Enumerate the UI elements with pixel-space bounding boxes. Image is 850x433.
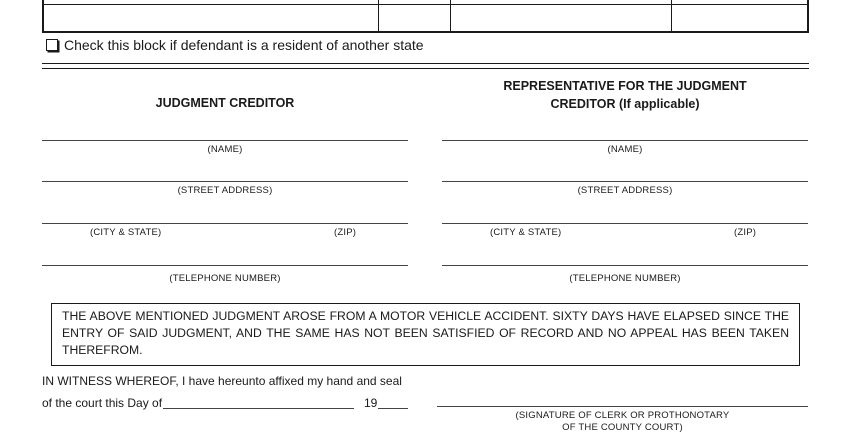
witness-statement: IN WITNESS WHEREOF, I have hereunto affixed my hand and seal (42, 374, 402, 388)
creditor-name-caption: (NAME) (207, 144, 243, 155)
creditor-heading: JUDGMENT CREDITOR (155, 96, 295, 110)
representative-heading-line1: REPRESENTATIVE FOR THE JUDGMENT (503, 79, 747, 93)
representative-name-field[interactable] (442, 140, 808, 141)
creditor-phone-field[interactable] (42, 265, 408, 266)
signature-caption-line1: (SIGNATURE OF CLERK OR PROTHONOTARY (515, 410, 730, 421)
witness-year-field[interactable] (378, 408, 408, 409)
representative-phone-caption: (TELEPHONE NUMBER) (569, 273, 681, 284)
resident-checkbox-label: Check this block if defendant is a resident of another state (64, 37, 424, 53)
separator-top (42, 63, 809, 64)
representative-city-field[interactable] (442, 223, 808, 224)
representative-zip-caption: (ZIP) (734, 227, 757, 238)
witness-day-prefix: of the court this Day of (42, 396, 163, 410)
table-cell-1[interactable] (44, 5, 378, 31)
signature-field[interactable] (437, 406, 808, 407)
signature-caption-line2: OF THE COUNTY COURT) (562, 422, 683, 433)
representative-street-field[interactable] (442, 181, 808, 182)
representative-city-caption: (CITY & STATE) (490, 227, 562, 238)
table-cell-3[interactable] (451, 5, 671, 31)
creditor-street-caption: (STREET ADDRESS) (177, 185, 273, 196)
top-table (42, 0, 809, 33)
representative-name-caption: (NAME) (607, 144, 643, 155)
accident-notice-text: THE ABOVE MENTIONED JUDGMENT AROSE FROM A MOTOR VEHICLE ACCIDENT. SIXTY DAYS HAVE ELAPSED SINCE THE ENTRY OF SAID JUDGMENT, AND THE SAME HAS NOT BEEN SATISFIED OF RECORD AND NO APPEAL HAS BEEN TAKEN THEREFROM. (62, 309, 789, 357)
witness-year-prefix: 19 (364, 396, 378, 410)
resident-checkbox[interactable] (46, 39, 58, 51)
representative-street-caption: (STREET ADDRESS) (577, 185, 673, 196)
creditor-zip-caption: (ZIP) (334, 227, 357, 238)
creditor-name-field[interactable] (42, 140, 408, 141)
accident-notice-box (51, 303, 800, 366)
separator-bottom (42, 68, 809, 69)
table-cell-2[interactable] (379, 5, 450, 31)
creditor-city-caption: (CITY & STATE) (90, 227, 162, 238)
representative-phone-field[interactable] (442, 265, 808, 266)
table-cell-4[interactable] (672, 5, 807, 31)
representative-heading-line2: CREDITOR (If applicable) (550, 97, 700, 111)
creditor-city-field[interactable] (42, 223, 408, 224)
creditor-phone-caption: (TELEPHONE NUMBER) (169, 273, 281, 284)
witness-day-field[interactable] (163, 408, 354, 409)
creditor-street-field[interactable] (42, 181, 408, 182)
